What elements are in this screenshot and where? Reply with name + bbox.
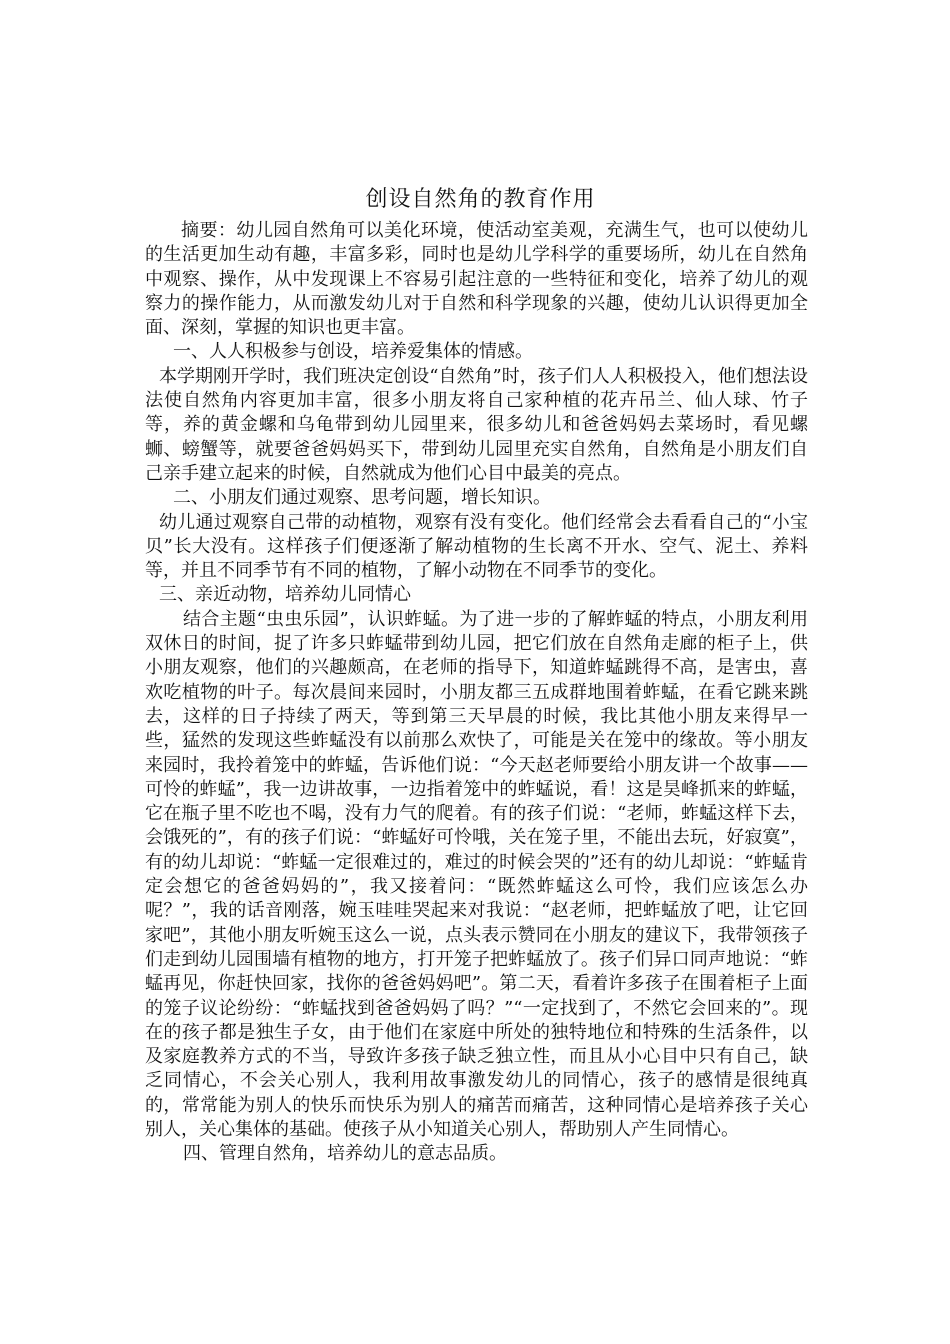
section-heading-1: 一、人人积极参与创设，培养爱集体的情感。 xyxy=(173,341,533,363)
section-heading-2: 二、小朋友们通过观察、思考问题，增长知识。 xyxy=(173,487,551,509)
section-heading-3: 三、亲近动物，培养幼儿同情心 xyxy=(159,584,411,606)
document-page xyxy=(145,182,808,1167)
body-paragraph-2: 幼儿通过观察自己带的动植物，观察有没有变化。他们经常会去看看自己的“小宝贝”长大没有。这样孩子们便逐渐了解动植物的生长离不开水、空气、泥土、养料等，并且不同季节有不同的植物，了解小动物在不同季节的变化。 xyxy=(145,511,808,582)
section-heading-4: 四、管理自然角，培养幼儿的意志品质。 xyxy=(183,1143,507,1165)
body-paragraph-3: 结合主题“虫虫乐园”，认识蚱蜢。为了进一步的了解蚱蜢的特点，小朋友利用双休日的时间，捉了许多只蚱蜢带到幼儿园，把它们放在自然角走廊的柜子上，供小朋友观察，他们的兴趣颇高，在老师的指导下，知道蚱蜢跳得不高，是害虫，喜欢吃植物的叶子。每次晨间来园时，小朋友都三五成群地围着蚱蜢，在看它跳来跳去，这样的日子持续了两天，等到第三天早晨的时候，我比其他小朋友来得早一些，猛然的发现这些蚱蜢没有以前那么欢快了，可能是关在笼中的缘故。等小朋友来园时，我拎着笼中的蚱蜢，告诉他们说：“今天赵老师要给小朋友讲一个故事——可怜的蚱蜢”，我一边讲故事，一边指着笼中的蚱蜢说，看！这是昊峰抓来的蚱蜢，它在瓶子里不吃也不喝，没有力气的爬着。有的孩子们说：“老师，蚱蜢这样下去，会饿死的”，有的孩子们说：“蚱蜢好可怜哦，关在笼子里，不能出去玩，好寂寞”，有的幼儿却说：“蚱蜢一定很难过的，难过的时候会哭的”还有的幼儿却说：“蚱蜢肯定会想它的爸爸妈妈的”，我又接着问：“既然蚱蜢这么可怜，我们应该怎么办呢？”，我的话音刚落，婉玉哇哇哭起来对我说：“赵老师，把蚱蜢放了吧，让它回家吧”，其他小朋友听婉玉这么一说，点头表示赞同在小朋友的建议下，我带领孩子们走到幼儿园围墙有植物的地方，打开笼子把蚱蜢放了。孩子们异口同声地说：“蚱蜢再见，你赶快回家，找你的爸爸妈妈吧”。第二天，看着许多孩子在围着柜子上面的笼子议论纷纷：“蚱蜢找到爸爸妈妈了吗？”“一定找到了，不然它会回来的”。现在的孩子都是独生子女，由于他们在家庭中所处的独特地位和特殊的生活条件，以及家庭教养方式的不当，导致许多孩子缺乏独立性，而且从小心目中只有自己，缺乏同情心，不会关心别人，我利用故事激发幼儿的同情心，孩子的感情是很纯真的，常常能为别人的快乐而快乐为别人的痛苦而痛苦，这种同情心是培养孩子关心别人，关心集体的基础。使孩子从小知道关心别人，帮助别人产生同情心。 xyxy=(145,608,808,1140)
body-paragraph-1: 本学期刚开学时，我们班决定创设“自然角”时，孩子们人人积极投入，他们想法设法使自然角内容更加丰富，很多小朋友将自己家种植的花卉吊兰、仙人球、竹子等，养的黄金螺和乌龟带到幼儿园里来，很多幼儿和爸爸妈妈去菜场时，看见螺蛳、螃蟹等，就要爸爸妈妈买下，带到幼儿园里充实自然角，自然角是小朋友们自己亲手建立起来的时候，自然就成为他们心目中最美的亮点。 xyxy=(145,365,808,484)
document-title: 创设自然角的教育作用 xyxy=(365,187,596,212)
abstract-paragraph: 摘要：幼儿园自然角可以美化环境，使活动室美观，充满生气，也可以使幼儿的生活更加生动有趣，丰富多彩，同时也是幼儿学科学的重要场所，幼儿在自然角中观察、操作，从中发现课上不容易引起注意的一些特征和变化，培养了幼儿的观察力的操作能力，从而激发幼儿对于自然和科学现象的兴趣，使幼儿认识得更加全面、深刻，掌握的知识也更丰富。 xyxy=(145,220,808,339)
document-body xyxy=(145,219,808,1167)
